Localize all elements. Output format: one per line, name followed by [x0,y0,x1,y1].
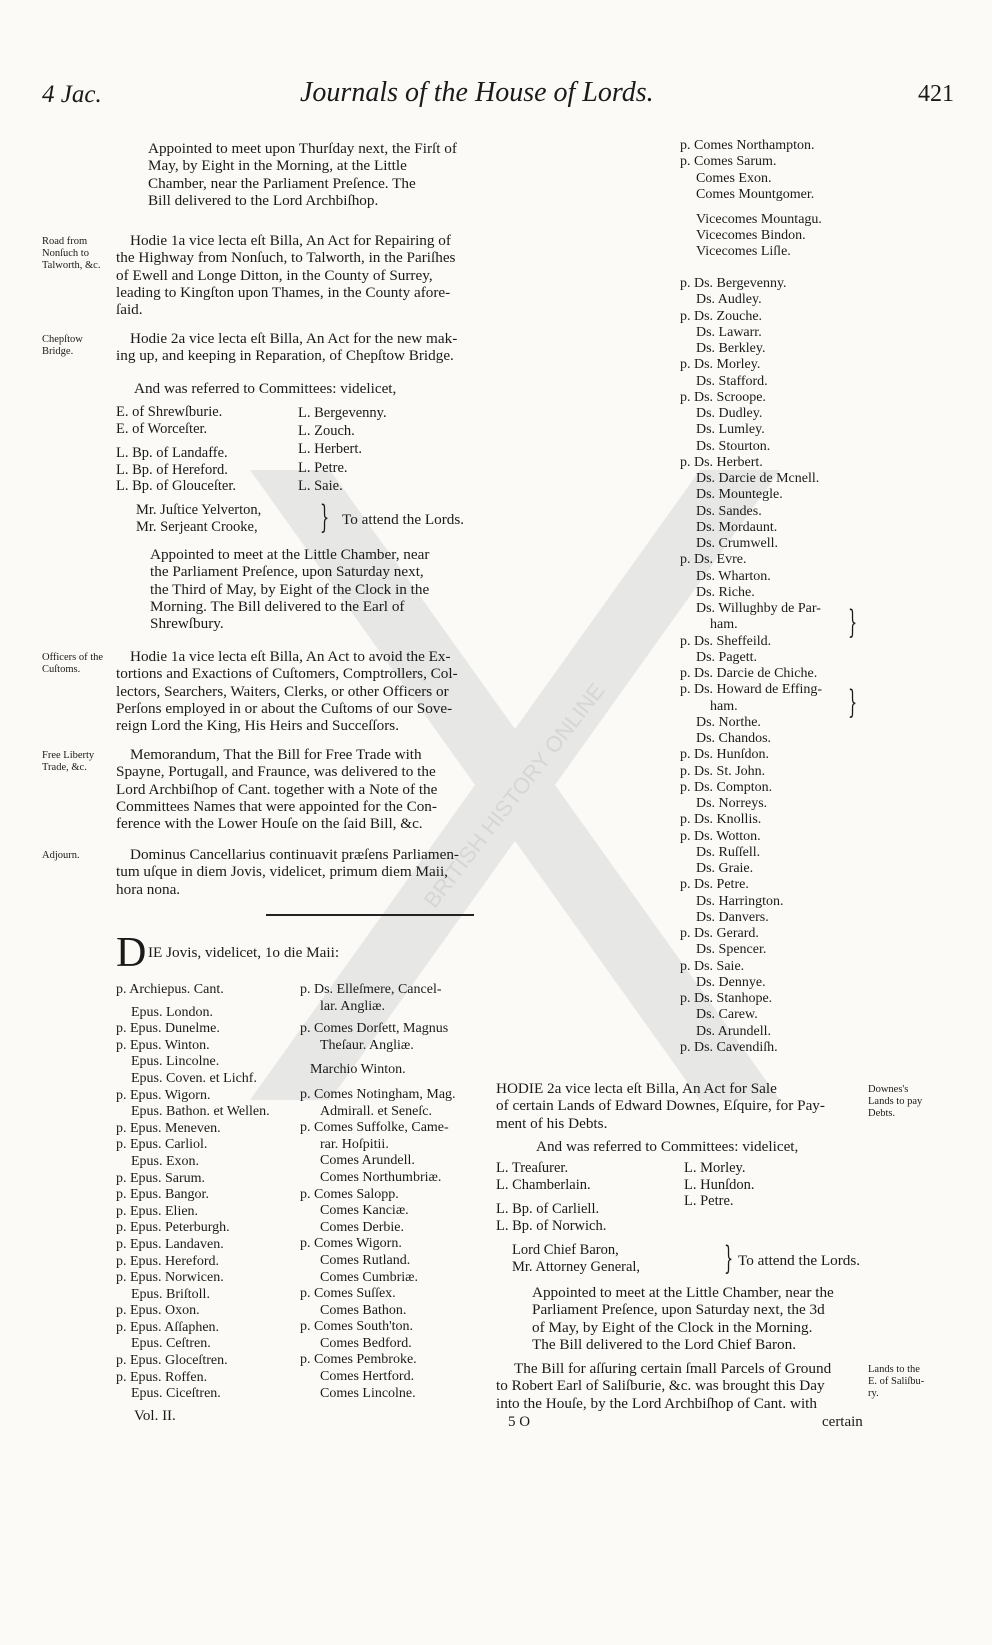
left-para-chepstow-appointed: Appointed to meet at the Little Chamber, near the Parliament Preſence, upon Saturday next, the Third of May, by Eight of the Clock in the Morning. The Bill delivered to the Earl of Shrewſbury. [150,546,430,633]
right-attend: To attend the Lords. [738,1252,861,1269]
brace: } [320,498,330,536]
left-para-road-bill: Hodie 1a vice lecta eſt Billa, An Act for Repairing of the Highway from Nonſuch, to Talworth, in the Pariſhes of Ewell and Longe Ditton, in the County of Surrey, leading to Kingſton upon Thames, in the County afore- ſaid. [116,232,456,319]
signature-mark: 5 O [508,1414,531,1430]
margin-note-downes: Downes's Lands to pay Debts. [868,1084,923,1119]
catchword: certain [822,1414,863,1430]
right-para-downes: HODIE 2a vice lecta eſt Billa, An Act for Sale of certain Lands of Edward Downes, Eſquire, for Pay- ment of his Debts. [496,1080,825,1132]
left-committee-list-b: L. Bergevenny. L. Zouch. L. Herbert. L. Petre. L. Saie. [298,405,387,494]
margin-note-officers: Officers of the Cuſtoms. [42,652,104,675]
header-center: Journals of the House of Lords. [300,77,654,108]
right-justices: Lord Chief Baron, Mr. Attorney General, [512,1242,641,1275]
bishops-list: p. Archiepus. Cant. Epus. London. p. Epus. Dunelme. p. Epus. Winton. Epus. Lincolne. Epus. Coven. et Lichf. p. Epus. Wigorn. Epus. Bathon. et Wellen. p. Epus. Meneven. p. Epus. Carliol. Epus. Exon. p. Epus. Sarum. p. Epus. Bangor. p. Epus. Elien. p. Epus. Peterburgh. p. Epus. Landaven. p. Epus. Hereford. p. Epus. Norwicen. Epus. Briſtoll. p. Epus. Oxon. p. Epus. Aſſaphen. Epus. Ceſtren. p. Epus. Gloceſtren. p. Epus. Roffen. Epus. Ciceſtren. [116,982,270,1402]
margin-note-adjourn: Adjourn. [42,850,80,861]
lords-list: p. Ds. Bergevenny. Ds. Audley. p. Ds. Zouche. Ds. Lawarr. Ds. Berkley. p. Ds. Morley. Ds. Stafford. p. Ds. Scroope. Ds. Dudley. Ds. Lumley. Ds. Stourton. p. Ds. Herbert. Ds. Darcie de Mcnell. Ds. Mountegle. Ds. Sandes. Ds. Mordaunt. Ds. Crumwell. p. Ds. Evre. Ds. Wharton. Ds. Riche. Ds. Willughby de Par- ham. p. Ds. Sheffeild. Ds. Pagett. p. Ds. Darcie de Chiche. p. Ds. Howard de Effing- ham. Ds. Northe. Ds. Chandos. p. Ds. Hunſdon. p. Ds. St. John. p. Ds. Compton. Ds. Norreys. p. Ds. Knollis. p. Ds. Wotton. Ds. Ruſſell. Ds. Graie. p. Ds. Petre. Ds. Harrington. Ds. Danvers. p. Ds. Gerard. Ds. Spencer. p. Ds. Saie. Ds. Dennye. p. Ds. Stanhope. Ds. Carew. Ds. Arundell. p. Ds. Cavendiſh. [680,276,823,1055]
left-committee-list-a: E. of Shrewſburie. E. of Worceſter. L. Bp. of Landaffe. L. Bp. of Hereford. L. Bp. of Glouceſter. [116,404,237,495]
earls-list: p. Comes Northampton. p. Comes Sarum. Comes Exon. Comes Mountgomer. Vicecomes Mountagu. Vicecomes Bindon. Vicecomes Liſle. [680,138,822,260]
left-para-chepstow: Hodie 2a vice lecta eſt Billa, An Act for the new mak- ing up, and keeping in Reparation, of Chepſtow Bridge. [116,330,458,365]
right-committees-heading: And was referred to Committees: videlicet, [536,1138,799,1155]
right-para-salisbury: The Bill for aſſuring certain ſmall Parcels of Ground to Robert Earl of Saliſburie, &c. was brought this Day into the Houſe, by the Lord Archbiſhop of Cant. with [496,1360,832,1412]
margin-note-salisbury: Lands to the E. of Saliſbu- ry. [868,1364,925,1399]
watermark-text: BRITISH HISTORY ONLINE [418,678,610,913]
left-para-memorandum: Memorandum, That the Bill for Free Trade with Spayne, Portugall, and Fraunce, was delivered to the Lord Archbiſhop of Cant. together with a Note of the Committees Names that were appointed for the Con- ference with the Lower Houſe on the ſaid Bill, &c. [116,746,438,833]
volume-label: Vol. II. [134,1408,176,1424]
right-committee-list-b: L. Morley. L. Hunſdon. L. Petre. [684,1160,755,1210]
right-committee-list-a: L. Treaſurer. L. Chamberlain. L. Bp. of Carliell. L. Bp. of Norwich. [496,1160,607,1234]
right-para-appointed: Appointed to meet at the Little Chamber, near the Parliament Preſence, upon Saturday next, the 3d of May, by Eight of the Clock in the Morning. The Bill delivered to the Lord Chief Baron. [532,1284,834,1353]
brace-willughby: } [848,603,858,641]
page-number: 421 [918,81,954,107]
margin-note-free-trade: Free Liberty Trade, &c. [42,750,95,773]
left-para-adjourn: Dominus Cancellarius continuavit præſens Parliamen- tum uſque in diem Jovis, videlicet, primum diem Maii, hora nona. [116,846,459,898]
brace-howard: } [848,683,858,721]
officers-list: p. Ds. Elleſmere, Cancel- lar. Angliæ. p. Comes Dorſett, Magnus Theſaur. Angliæ. Marchio Winton. p. Comes Notingham, Mag. Admirall. et Seneſc. p. Comes Suffolke, Came- rar. Hoſpitii. Comes Arundell. Comes Northumbriæ. p. Comes Salopp. Comes Kanciæ. Comes Derbie. p. Comes Wigorn. Comes Rutland. Comes Cumbriæ. p. Comes Suſſex. Comes Bathon. p. Comes South'ton. Comes Bedford. p. Comes Pembroke. Comes Hertford. Comes Lincolne. [300,982,456,1401]
section-rule [266,914,474,916]
drop-cap: D [116,930,147,976]
margin-note-road: Road from Nonſuch to Talworth, &c. [42,236,101,271]
margin-note-chepstow: Chepſtow Bridge. [42,334,83,357]
left-attend: To attend the Lords. [342,511,465,528]
brace-right: } [724,1239,734,1277]
left-justices: Mr. Juſtice Yelverton, Mr. Serjeant Crooke, [136,502,262,535]
left-para-appointed: Appointed to meet upon Thurſday next, the Firſt of May, by Eight in the Morning, at the Little Chamber, near the Parliament Preſence. The Bill delivered to the Lord Archbiſhop. [148,140,457,209]
left-para-customs: Hodie 1a vice lecta eſt Billa, An Act to avoid the Ex- tortions and Exactions of Cuſtomers, Comptrollers, Col- lectors, Searchers, Waiters, Clerks, or other Officers or Perſons employed in or about the Cuſtoms of our Sove- reign Lord the King, His Heirs and Succeſſors. [116,648,458,735]
left-committees-heading: And was referred to Committees: videlicet, [134,380,397,397]
header-left: 4 Jac. [42,81,102,108]
die-heading: IE Jovis, videlicet, 1o die Maii: [148,944,340,961]
